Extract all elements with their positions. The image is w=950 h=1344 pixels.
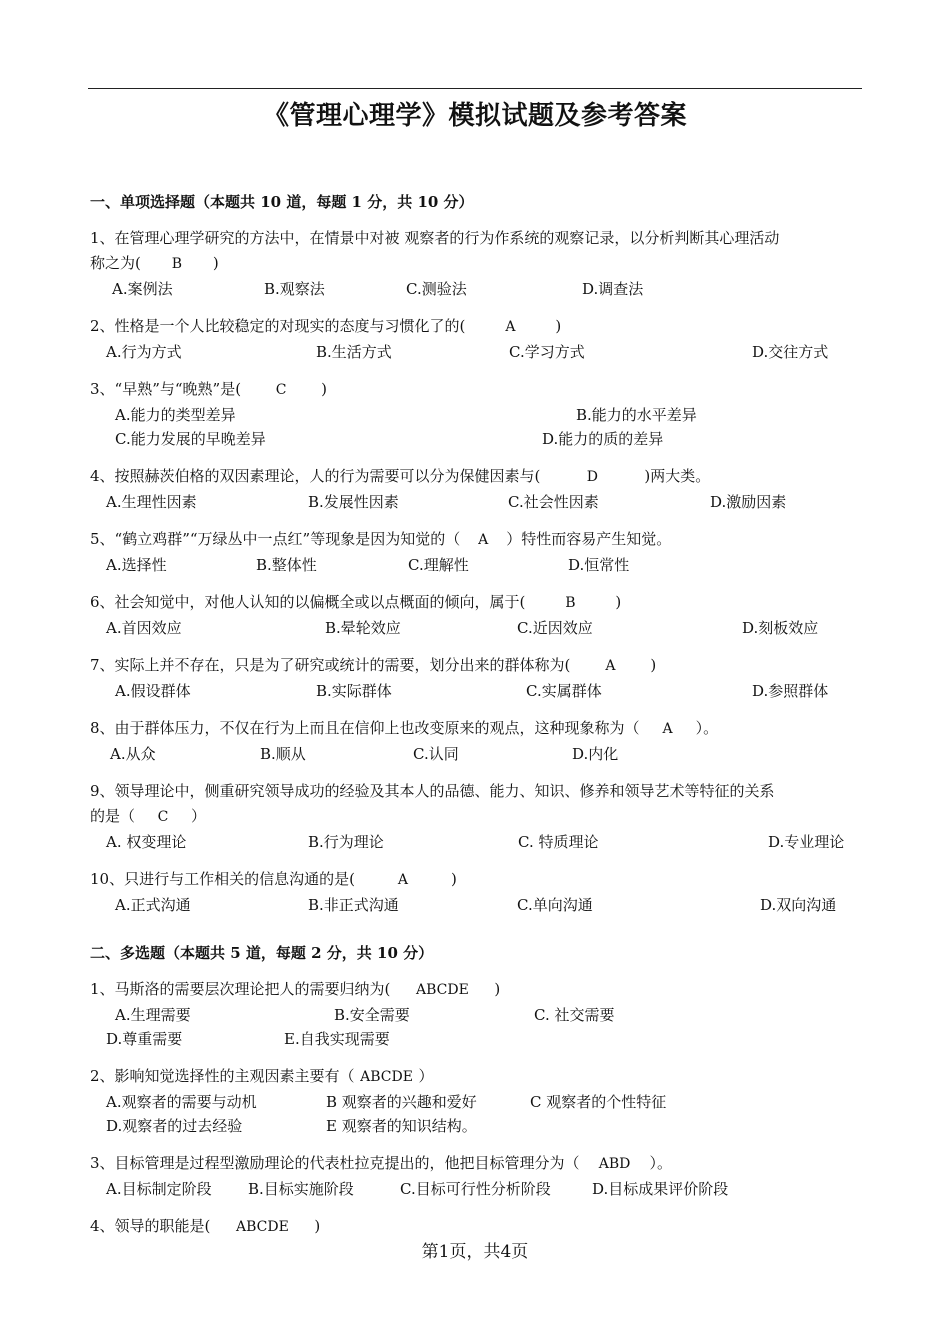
answer: D: [586, 469, 599, 485]
options: [90, 490, 865, 514]
multi-question-2: [90, 1064, 865, 1138]
options: [90, 403, 865, 427]
option-c: C.认同: [413, 745, 459, 763]
question-10: [90, 867, 865, 917]
question-2: [90, 314, 865, 364]
question-1: [90, 226, 865, 301]
section-title: 一、单项选择题: [90, 193, 196, 211]
option-b: B.行为理论: [308, 833, 384, 851]
question-8: [90, 716, 865, 766]
stem-text: 8、由于群体压力，不仅在行为上而且在信仰上也改变原来的观点，这种现象称为（: [90, 719, 640, 737]
option-d: D.观察者的过去经验: [106, 1117, 243, 1135]
options: [90, 616, 865, 640]
question-4: [90, 464, 865, 514]
stem-close: ）特性而容易产生知觉。: [506, 530, 672, 548]
stem-close: ): [615, 593, 622, 611]
stem-close: ): [555, 317, 562, 335]
answer: A: [478, 532, 489, 548]
stem-close: ): [650, 656, 657, 674]
question-stem: [90, 527, 865, 553]
stem-text: 1、马斯洛的需要层次理论把人的需要归纳为(: [90, 980, 391, 998]
question-stem: [90, 977, 865, 1003]
question-stem-cont: [90, 251, 865, 277]
options: [90, 277, 865, 301]
option-b: B.发展性因素: [308, 493, 399, 511]
answer: C: [275, 382, 287, 398]
option-d: D.目标成果评价阶段: [592, 1180, 729, 1198]
option-d: D.尊重需要: [106, 1030, 183, 1048]
options: [90, 893, 865, 917]
stem-close: ): [314, 1217, 321, 1235]
option-b: B.生活方式: [316, 343, 392, 361]
option-d: D.激励因素: [710, 493, 787, 511]
question-stem: [90, 314, 865, 340]
option-c: C.单向沟通: [517, 896, 593, 914]
option-d: D.调查法: [582, 280, 644, 298]
document-title: 《管理心理学》模拟试题及参考答案: [262, 101, 687, 131]
stem-text: 4、按照赫茨伯格的双因素理论，人的行为需要可以分为保健因素与(: [90, 467, 541, 485]
options: [90, 1090, 865, 1114]
question-5: [90, 527, 865, 577]
question-stem-cont: [90, 804, 865, 830]
option-c: C.学习方式: [509, 343, 585, 361]
multi-question-1: [90, 977, 865, 1051]
stem-close: ）。: [649, 1154, 673, 1172]
stem-close: ）。: [695, 719, 719, 737]
answer: ABCDE: [360, 1069, 413, 1085]
stem-text: 6、社会知觉中，对他人认知的以偏概全或以点概面的倾向，属于(: [90, 593, 526, 611]
option-e: E 观察者的知识结构。: [326, 1117, 477, 1135]
options: [90, 1003, 865, 1027]
multi-question-4: [90, 1214, 865, 1240]
answer: B: [171, 256, 182, 272]
page-footer: 第1页，共4页: [421, 1242, 529, 1262]
question-stem: [90, 867, 865, 893]
option-a: A.选择性: [106, 556, 167, 574]
header-rule: [88, 88, 862, 89]
answer: A: [397, 872, 409, 888]
option-d: D.参照群体: [752, 682, 829, 700]
stem-close: ）: [191, 807, 207, 825]
option-d: D.刻板效应: [742, 619, 819, 637]
stem-text: 7、实际上并不存在，只是为了研究或统计的需要，划分出来的群体称为(: [90, 656, 571, 674]
option-d: D.交往方式: [752, 343, 829, 361]
answer: C: [157, 809, 169, 825]
stem-text: 3、目标管理是过程型激励理论的代表杜拉克提出的，他把目标管理分为（: [90, 1154, 580, 1172]
multi-question-3: [90, 1151, 865, 1201]
section-heading: [90, 941, 865, 965]
option-a: A.生理性因素: [106, 493, 197, 511]
option-b: B.顺从: [260, 745, 306, 763]
option-a: A.假设群体: [115, 682, 191, 700]
section-title: 二、多选题: [90, 944, 166, 962]
stem-close: ）: [418, 1067, 434, 1085]
option-a: A.能力的类型差异: [115, 406, 236, 424]
options: [90, 553, 865, 577]
options: [90, 1177, 865, 1201]
option-b: B.非正式沟通: [308, 896, 399, 914]
question-stem: [90, 590, 865, 616]
options: [90, 1027, 865, 1051]
stem-close: ): [494, 980, 501, 998]
option-a: A.目标制定阶段: [106, 1180, 212, 1198]
question-3: [90, 377, 865, 451]
option-c: C.社会性因素: [508, 493, 599, 511]
stem-text: 10、只进行与工作相关的信息沟通的是(: [90, 870, 355, 888]
stem-text: 5、“鹤立鸡群”“万绿丛中一点红”等现象是因为知觉的（: [90, 530, 461, 548]
question-6: [90, 590, 865, 640]
option-a: A.从众: [110, 745, 156, 763]
option-d: D.能力的质的差异: [542, 430, 664, 448]
section-note: （本题共 5 道，每题 2 分，共 10 分）: [165, 944, 434, 962]
option-b: B.目标实施阶段: [248, 1180, 354, 1198]
option-b: B.安全需要: [334, 1006, 410, 1024]
answer: A: [605, 658, 616, 674]
answer: A: [662, 721, 673, 737]
question-stem: [90, 1064, 865, 1090]
stem-close: ): [321, 380, 327, 398]
stem-text: 的是（: [90, 807, 136, 825]
answer: ABCDE: [235, 1219, 289, 1235]
stem-close: )两大类。: [644, 467, 711, 485]
option-a: A.观察者的需要与动机: [106, 1093, 257, 1111]
option-b: B 观察者的兴趣和爱好: [326, 1093, 477, 1111]
question-7: [90, 653, 865, 703]
options: [90, 742, 865, 766]
option-a: A.案例法: [112, 280, 173, 298]
question-stem: [90, 1214, 865, 1240]
option-b: B.实际群体: [316, 682, 392, 700]
question-stem: [90, 1151, 865, 1177]
option-c: C. 社交需要: [534, 1006, 615, 1024]
question-stem: [90, 716, 865, 742]
stem-close: ): [450, 870, 457, 888]
option-d: D.专业理论: [768, 833, 845, 851]
answer: ABCDE: [415, 982, 469, 998]
question-9: [90, 779, 865, 854]
option-c: C.理解性: [408, 556, 469, 574]
option-b: B.整体性: [256, 556, 317, 574]
options: [90, 830, 865, 854]
answer: A: [505, 319, 516, 335]
options: [90, 340, 865, 364]
option-a: A.生理需要: [115, 1006, 191, 1024]
option-b: B.能力的水平差异: [576, 406, 697, 424]
section-note: （本题共 10 道，每题 1 分，共 10 分）: [195, 193, 474, 211]
option-c: C.能力发展的早晚差异: [115, 430, 266, 448]
option-d: D.恒常性: [568, 556, 630, 574]
question-stem: 9、领导理论中，侧重研究领导成功的经验及其本人的品德、能力、知识、修养和领导艺术等特征的关系: [90, 782, 775, 800]
question-stem: [90, 464, 865, 490]
option-a: A.行为方式: [106, 343, 182, 361]
option-c: C 观察者的个性特征: [530, 1093, 667, 1111]
question-stem: [90, 377, 865, 403]
option-a: A.首因效应: [106, 619, 182, 637]
option-b: B.观察法: [264, 280, 325, 298]
stem-text: 称之为(: [90, 254, 141, 272]
question-stem: 1、在管理心理学研究的方法中，在情景中对被 观察者的行为作系统的观察记录，以分析判断其心理活动: [90, 229, 780, 247]
stem-text: 4、领导的职能是(: [90, 1217, 211, 1235]
option-a: A.正式沟通: [115, 896, 191, 914]
section-heading: [90, 190, 865, 214]
options: [90, 427, 865, 451]
option-d: D.内化: [572, 745, 619, 763]
stem-text: 2、性格是一个人比较稳定的对现实的态度与习惯化了的(: [90, 317, 466, 335]
stem-text: 3、“早熟”与“晚熟”是(: [90, 380, 242, 398]
option-c: C.近因效应: [517, 619, 593, 637]
stem-close: ): [212, 254, 219, 272]
option-c: C.实属群体: [526, 682, 602, 700]
stem-text: 2、影响知觉选择性的主观因素主要有（: [90, 1067, 355, 1085]
question-stem: [90, 653, 865, 679]
option-e: E.自我实现需要: [284, 1030, 390, 1048]
exam-content: [90, 190, 865, 1253]
option-c: C.目标可行性分析阶段: [400, 1180, 551, 1198]
option-c: C.测验法: [406, 280, 467, 298]
option-b: B.晕轮效应: [325, 619, 401, 637]
answer: B: [565, 595, 576, 611]
option-a: A. 权变理论: [106, 833, 187, 851]
answer: ABD: [598, 1156, 631, 1172]
options: [90, 1114, 865, 1138]
option-d: D.双向沟通: [760, 896, 837, 914]
options: [90, 679, 865, 703]
option-c: C. 特质理论: [518, 833, 599, 851]
